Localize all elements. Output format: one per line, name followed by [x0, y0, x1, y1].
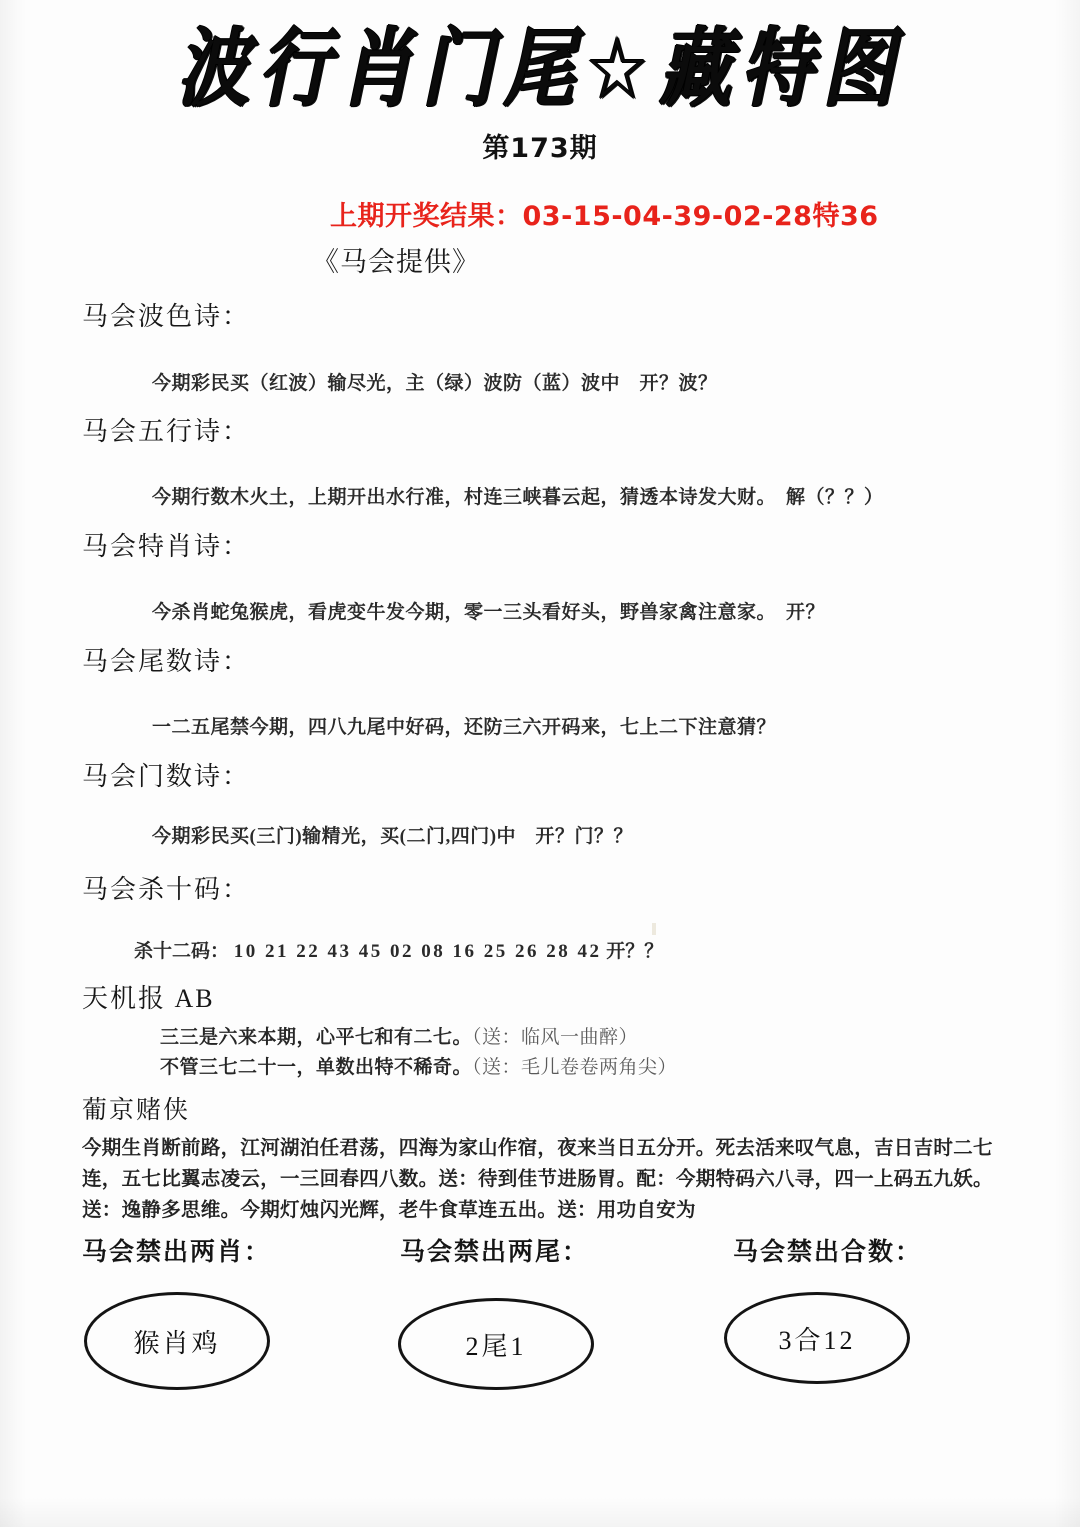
scan-edge-shading-bottom	[0, 1497, 1080, 1527]
section-heading-weishu-poem: 马会尾数诗：	[82, 647, 251, 676]
pujing-line-3: 送：逸静多思维。今期灯烛闪光辉，老牛食草连五出。送：用功自安为	[82, 1200, 696, 1221]
tianjibao-line-2-gift: （送：毛儿卷卷两角尖）	[472, 1057, 678, 1078]
forbidden-heading-two-zodiac: 马会禁出两肖：	[82, 1239, 272, 1266]
forbidden-oval-two-tails: 2尾1	[398, 1298, 594, 1390]
tianjibao-line-1-gift: （送：临风一曲醉）	[472, 1027, 639, 1048]
provider-label: 《马会提供》	[312, 247, 480, 277]
scan-artifact-mark	[652, 923, 656, 935]
tianjibao-line-2	[160, 1052, 677, 1079]
section-body-texiao-poem: 今杀肖蛇兔猴虎，看虎变牛发今期，零一三头看好头，野兽家禽注意家。 开？	[152, 602, 826, 623]
kill-codes-numbers: 10 21 22 43 45 02 08 16 25 26 28 42	[233, 941, 602, 962]
issue-number: 第173期	[482, 133, 598, 164]
section-body-weishu-poem: 一二五尾禁今期，四八九尾中好码，还防三六开码来，七上二下注意猜？	[152, 717, 777, 738]
forbidden-heading-two-tails: 马会禁出两尾：	[400, 1239, 590, 1266]
section-heading-texiao-poem: 马会特肖诗：	[82, 532, 251, 561]
pujing-line-1: 今期生肖断前路，江河湖泊任君荡，四海为家山作宿，夜来当日五分开。死去活来叹气息，吉日吉时二七	[82, 1138, 993, 1159]
section-heading-menshu-poem: 马会门数诗：	[82, 762, 251, 791]
tianjibao-line-1-main: 三三是六来本期，心平七和有二七。	[160, 1027, 473, 1048]
banner-title-container	[0, 18, 1080, 119]
scan-edge-shading-right	[1054, 0, 1080, 1527]
banner-title: 波行肖门尾☆藏特图	[176, 18, 904, 119]
section-body-wuxing-poem: 今期行数木火土，上期开出水行准，村连三峡暮云起，猜透本诗发大财。 解（？？）	[152, 487, 884, 508]
section-body-menshu-poem: 今期彩民买(三门)输精光，买(二门,四门)中 开？门？？	[152, 826, 634, 847]
section-body-bose-poem: 今期彩民买（红波）输尽光，主（绿）波防（蓝）波中 开？波？	[152, 373, 718, 394]
tianjibao-line-2-main: 不管三七二十一，单数出特不稀奇。	[160, 1057, 473, 1078]
pujing-line-2: 连，五七比翼志凌云，一三回春四八数。送：待到佳节进肠胃。配：今期特码六八寻，四一上码五九妖。	[82, 1169, 993, 1190]
kill-codes-body	[134, 936, 663, 963]
section-heading-tianjibao-ab: 天机报 AB	[82, 984, 215, 1013]
forbidden-heading-sum-number: 马会禁出合数：	[733, 1239, 923, 1266]
section-heading-pujing-duxia: 葡京赌侠	[82, 1097, 191, 1124]
kill-codes-label: 杀十二码：	[134, 941, 230, 962]
forbidden-oval-sum-number: 3合12	[724, 1292, 910, 1384]
section-heading-kill-ten-codes: 马会杀十码：	[82, 875, 251, 904]
forbidden-oval-two-zodiac: 猴肖鸡	[84, 1292, 270, 1390]
scan-edge-shading-left	[0, 0, 26, 1527]
section-heading-wuxing-poem: 马会五行诗：	[82, 417, 251, 446]
kill-codes-suffix: 开？？	[606, 941, 664, 962]
tianjibao-line-1	[160, 1022, 638, 1049]
last-draw-result: 上期开奖结果：03-15-04-39-02-28特36	[330, 201, 879, 232]
section-heading-bose-poem: 马会波色诗：	[82, 302, 251, 331]
